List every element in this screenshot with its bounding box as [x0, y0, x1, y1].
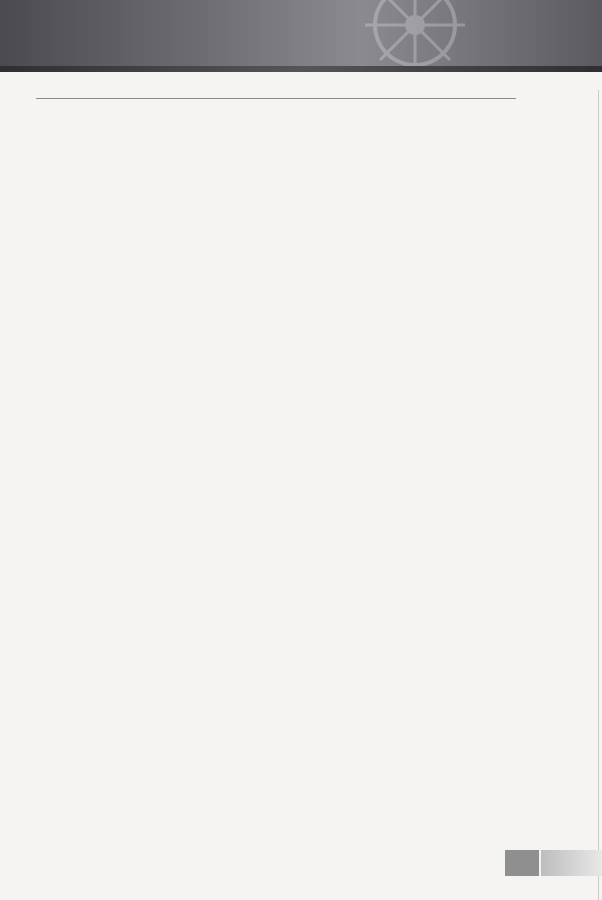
page-number-bar	[541, 850, 602, 876]
ship-wheel-icon	[345, 0, 485, 80]
section-rule	[36, 98, 516, 99]
page-number	[505, 850, 539, 876]
page-edge-line	[598, 90, 599, 900]
main-content	[32, 88, 552, 103]
section-heading	[0, 98, 552, 99]
chapter-banner	[0, 0, 602, 72]
